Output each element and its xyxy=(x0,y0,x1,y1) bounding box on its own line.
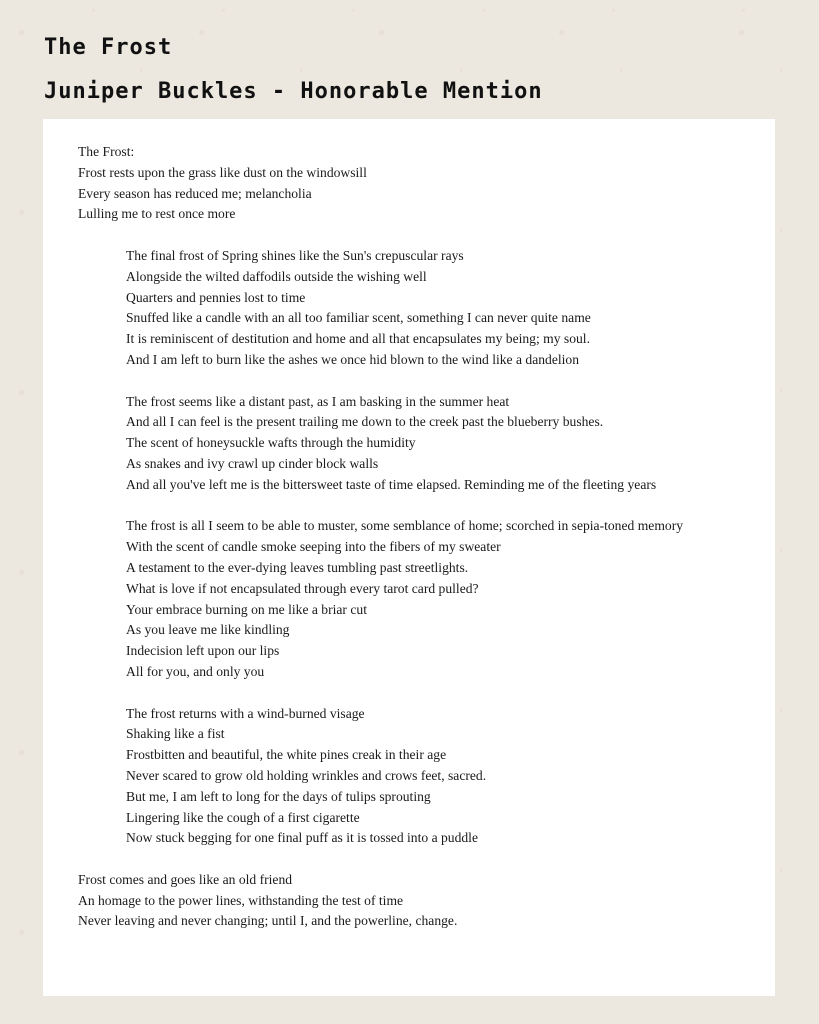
poem-line: A testament to the ever-dying leaves tumbling past streetlights. xyxy=(126,559,469,575)
poem-stanza xyxy=(78,142,698,225)
poem-line: Indecision left upon our lips xyxy=(126,643,280,659)
poem-line: Frost comes and goes like an old friend xyxy=(78,871,293,887)
poem-line: Shaking like a fist xyxy=(126,726,225,742)
poem-line: But me, I am left to long for the days of tulips sprouting xyxy=(126,788,431,804)
author-line: Juniper Buckles - Honorable Mention xyxy=(44,79,543,104)
poem-line: What is love if not encapsulated through every tarot card pulled? xyxy=(126,580,479,596)
poem-line: Frost rests upon the grass like dust on the windowsill xyxy=(78,164,367,180)
poem-line: It is reminiscent of destitution and home and all that encapsulates my being; my soul. xyxy=(126,331,590,347)
poem-line: With the scent of candle smoke seeping into the fibers of my sweater xyxy=(126,539,501,555)
poem-line: And all you've left me is the bittersweet taste of time elapsed. Reminding me of the fleeting years xyxy=(126,476,657,492)
poem-line: Lingering like the cough of a first cigarette xyxy=(126,809,360,825)
poem-line: Lulling me to rest once more xyxy=(78,206,236,222)
poem-line: Your embrace burning on me like a briar cut xyxy=(126,601,367,617)
poem-stanza xyxy=(78,246,698,371)
poem-stanza xyxy=(78,516,698,682)
page-title: The Frost xyxy=(44,35,173,60)
poem-line: Never scared to grow old holding wrinkles and crows feet, sacred. xyxy=(126,767,487,783)
poem-line: As snakes and ivy crawl up cinder block walls xyxy=(126,455,379,471)
poem-line: As you leave me like kindling xyxy=(126,622,290,638)
poem-line: Snuffed like a candle with an all too familiar scent, something I can never quite name xyxy=(126,310,591,326)
poem-line: Now stuck begging for one final puff as it is tossed into a puddle xyxy=(126,830,478,846)
poem-line: The frost seems like a distant past, as I am basking in the summer heat xyxy=(126,393,510,409)
poem-line: Every season has reduced me; melancholia xyxy=(78,185,312,201)
poem-line: The scent of honeysuckle wafts through the humidity xyxy=(126,435,416,451)
poem-body xyxy=(78,142,698,953)
poem-stanza xyxy=(78,392,698,496)
poem-line: The Frost: xyxy=(78,144,135,159)
poem-line: All for you, and only you xyxy=(126,663,265,679)
poem-line: The final frost of Spring shines like the Sun's crepuscular rays xyxy=(126,247,464,263)
poem-line: And I am left to burn like the ashes we once hid blown to the wind like a dandelion xyxy=(126,351,580,367)
poem-line: Frostbitten and beautiful, the white pines creak in their age xyxy=(126,747,447,763)
poem-line: Alongside the wilted daffodils outside the wishing well xyxy=(126,268,427,284)
poem-line: The frost is all I seem to be able to muster, some semblance of home; scorched in sepia-toned memory xyxy=(126,518,684,534)
poem-line: The frost returns with a wind-burned visage xyxy=(126,705,365,721)
poem-line: Never leaving and never changing; until I, and the powerline, change. xyxy=(78,913,458,929)
poem-line: And all I can feel is the present trailing me down to the creek past the blueberry bushes. xyxy=(126,414,604,430)
poem-line: Quarters and pennies lost to time xyxy=(126,289,306,305)
poem-line: An homage to the power lines, withstanding the test of time xyxy=(78,892,404,908)
poem-stanza xyxy=(78,704,698,850)
page-header xyxy=(44,34,543,106)
poem-stanza xyxy=(78,870,698,932)
